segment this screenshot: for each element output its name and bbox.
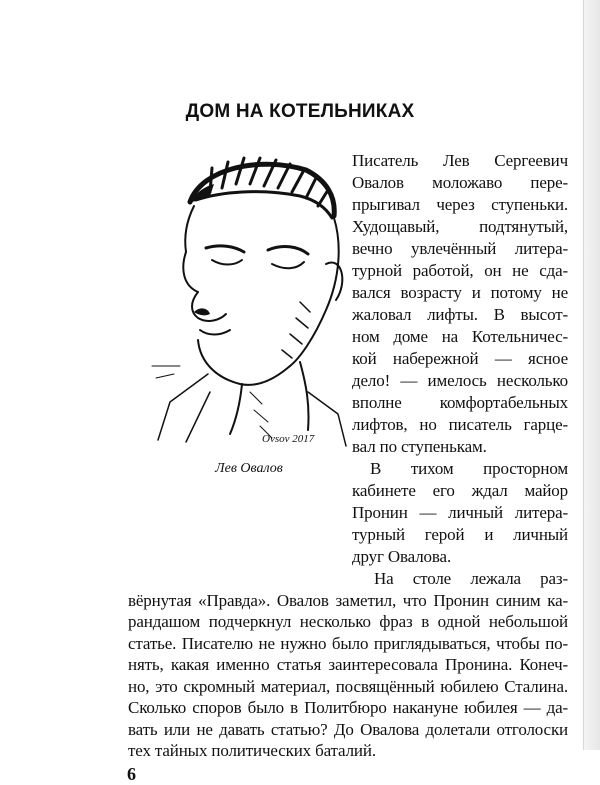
face-outline [198,340,290,385]
text-line: вёрнутая «Правда». Овалов заметил, что Пронин синим ка- [128,590,568,610]
text-line: кабинете его ждал майор [352,481,568,500]
hair-stroke [196,192,332,218]
text-line: рандашом подчеркнул несколько фраз в одной небольшой [128,612,568,631]
text-line: вечно увлечённый литера- [352,239,568,258]
text-line: Сколько споров было в Политбюро накануне юбилея — да- [128,698,568,717]
face-outline [183,252,198,292]
text-line: лифтов, но писатель гарце- [352,415,568,434]
text-line: вал по ступенькам. [352,437,487,456]
face-outline [200,330,230,335]
text-line: Писатель Лев Сергеевич [352,151,568,170]
text-line: Пронин — личный литера- [352,503,568,522]
text-line: кой набережной — ясное [352,349,568,368]
shading [152,366,180,378]
text-line: В тихом просторном [370,459,568,478]
nostril [194,308,210,315]
page-number: 6 [127,763,136,784]
ear [326,263,342,300]
text-line: тех тайных политических баталий. [128,741,376,760]
text-line: статье. Писателю не нужно было приглядываться, чтобы по- [128,633,568,653]
text-line: дело! — имелось несколько [352,371,568,390]
eyebrow [206,246,244,252]
eye [272,262,304,268]
text-line: Овалов моложаво пере- [352,173,568,192]
text-line: вполне комфортабельных [352,393,568,412]
text-line: На столе лежала раз- [374,569,568,588]
neck [300,362,309,430]
shading [250,392,272,438]
text-line: Худощавый, подтянутый, [352,217,568,236]
collar [186,392,210,442]
chapter-title: ДОМ НА КОТЕЛЬНИКАХ [185,101,415,122]
eyebrow [268,247,308,254]
eye [212,260,242,265]
face-outline [185,206,194,252]
text-line: прыгивал через ступеньки. [352,195,568,214]
text-line: турной работой, он не сда- [352,261,568,280]
text-line: нять, какая именно статья заинтересовала Пронина. Конеч- [128,655,568,674]
text-line: жаловал лифты. В высот- [352,305,568,324]
text-line: но, это скромный материал, посвящённый юбилею Сталина. [128,676,568,696]
collar [158,374,208,440]
text-line: ном доме на Котельничес- [352,327,568,346]
text-line: вался возрасту и потому не [352,283,568,302]
portrait-illustration [150,152,348,447]
text-line: друг Овалова. [352,547,452,566]
illustration-caption: Лев Овалов [215,461,283,476]
face-outline [290,218,339,366]
shading [282,302,310,358]
face-outline [192,292,226,321]
artist-signature: Ovsov 2017 [262,433,315,445]
neck [230,384,242,434]
text-line: турный герой и личный [352,525,568,544]
text-line: вать или не давать статью? До Овалова долетали отголоски [128,719,568,739]
